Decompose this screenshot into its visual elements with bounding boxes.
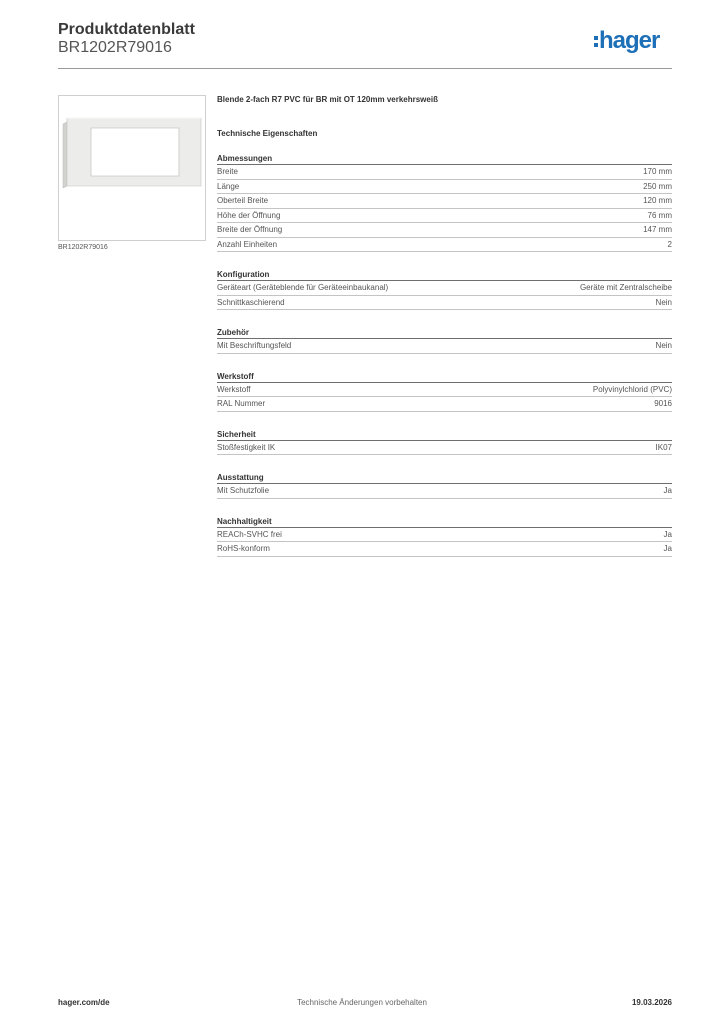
spec-group xyxy=(217,516,672,557)
spec-label: Schnittkaschierend xyxy=(217,297,285,307)
spec-value: Nein xyxy=(655,341,672,350)
spec-row xyxy=(217,296,672,311)
spec-label: Oberteil Breite xyxy=(217,196,269,205)
spec-row xyxy=(217,397,672,412)
spec-value: 2 xyxy=(667,239,672,249)
spec-label: RAL Nummer xyxy=(217,399,266,408)
spec-row xyxy=(217,194,672,209)
image-caption: BR1202R79016 xyxy=(58,244,108,251)
spec-value: Ja xyxy=(663,544,672,553)
spec-row xyxy=(217,223,672,238)
spec-row xyxy=(217,441,672,456)
group-title: Nachhaltigkeit xyxy=(217,516,672,528)
spec-group xyxy=(217,153,672,252)
spec-content xyxy=(217,95,672,557)
spec-group xyxy=(217,472,672,499)
spec-value: Nein xyxy=(655,297,672,307)
spec-value: 250 mm xyxy=(643,181,672,191)
spec-row xyxy=(217,281,672,296)
spec-label: Mit Schutzfolie xyxy=(217,486,270,495)
logo-colon-icon xyxy=(594,36,598,47)
spec-label: Breite der Öffnung xyxy=(217,225,283,234)
header-divider xyxy=(58,68,672,69)
spec-group xyxy=(217,327,672,354)
page-title: Produktdatenblatt xyxy=(58,21,195,38)
spec-row xyxy=(217,484,672,499)
spec-value: Geräte mit Zentralscheibe xyxy=(579,283,672,292)
spec-group xyxy=(217,429,672,456)
spec-value: 76 mm xyxy=(647,210,672,220)
spec-value: 170 mm xyxy=(643,167,672,176)
logo-text: hager xyxy=(599,27,660,54)
product-name: Blende 2-fach R7 PVC für BR mit OT 120mm verkehrsweiß xyxy=(217,95,438,104)
section-heading: Technische Eigenschaften xyxy=(217,129,318,138)
spec-label: RoHS-konform xyxy=(217,544,270,553)
product-code: BR1202R79016 xyxy=(58,39,172,56)
footer-note: Technische Änderungen vorbehalten xyxy=(297,998,427,1007)
spec-label: Geräteart (Geräteblende für Geräteeinbaukanal) xyxy=(217,283,389,292)
hager-logo[interactable] xyxy=(594,26,659,56)
spec-row xyxy=(217,528,672,543)
spec-value: Ja xyxy=(663,529,672,539)
spec-row xyxy=(217,209,672,224)
spec-label: Werkstoff xyxy=(217,384,251,394)
spec-label: Breite xyxy=(217,167,238,176)
group-title: Ausstattung xyxy=(217,472,672,484)
spec-row xyxy=(217,383,672,398)
spec-row xyxy=(217,180,672,195)
product-image xyxy=(58,95,206,241)
spec-value: 120 mm xyxy=(643,196,672,205)
spec-value: Polyvinylchlorid (PVC) xyxy=(592,384,672,394)
spec-row xyxy=(217,238,672,253)
spec-row xyxy=(217,165,672,180)
spec-label: Anzahl Einheiten xyxy=(217,239,278,249)
group-title: Abmessungen xyxy=(217,153,672,165)
spec-label: Mit Beschriftungsfeld xyxy=(217,341,292,350)
spec-value: IK07 xyxy=(655,442,672,452)
spec-label: Höhe der Öffnung xyxy=(217,210,281,220)
spec-label: Länge xyxy=(217,181,240,191)
group-title: Sicherheit xyxy=(217,429,672,441)
spec-group xyxy=(217,371,672,412)
group-title: Konfiguration xyxy=(217,269,672,281)
group-title: Werkstoff xyxy=(217,371,672,383)
spec-row xyxy=(217,542,672,557)
spec-group xyxy=(217,269,672,310)
footer-website[interactable]: hager.com/de xyxy=(58,998,110,1007)
spec-value: 147 mm xyxy=(643,225,672,234)
spec-label: REACh-SVHC frei xyxy=(217,529,282,539)
spec-row xyxy=(217,339,672,354)
spec-groups xyxy=(217,153,672,557)
spec-label: Stoßfestigkeit IK xyxy=(217,442,276,452)
spec-value: Ja xyxy=(663,486,672,495)
group-title: Zubehör xyxy=(217,327,672,339)
footer-date: 19.03.2026 xyxy=(631,998,672,1007)
spec-value: 9016 xyxy=(654,399,672,408)
cover-plate-icon xyxy=(59,96,205,240)
